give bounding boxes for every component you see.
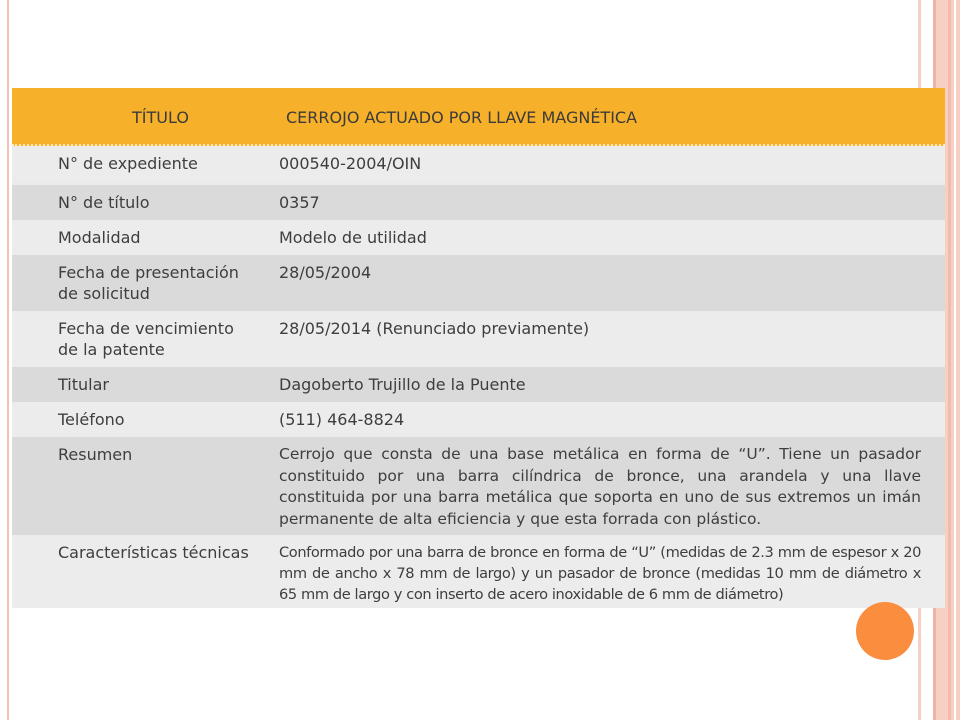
header-key: TÍTULO	[132, 108, 189, 127]
row-key: Fecha de presentación de solicitud	[58, 263, 239, 303]
row-value: 28/05/2014 (Renunciado previamente)	[279, 319, 590, 338]
row-value: Modelo de utilidad	[279, 228, 427, 247]
row-value: 000540-2004/OIN	[279, 154, 422, 173]
table-row-expediente	[12, 146, 945, 181]
frame-stripe	[948, 0, 951, 720]
table-row-presentacion	[12, 255, 945, 311]
row-value: (511) 464-8824	[279, 410, 405, 429]
table-row-modalidad	[12, 220, 945, 255]
row-key: Resumen	[58, 445, 133, 464]
row-key: N° de título	[58, 193, 150, 212]
row-value: Cerrojo que consta de una base metálica en forma de “U”. Tiene un pasador constituido por una barra cilíndrica de bronce, una arandela y una llave constituida por una barra metálica que soporta en uno de sus extremos un imán permanente de alta eficiencia y que esta forrada con plástico.	[279, 445, 921, 528]
row-key: N° de expediente	[58, 154, 198, 173]
row-key: Titular	[58, 375, 109, 394]
row-value: Dagoberto Trujillo de la Puente	[279, 375, 526, 394]
table-row-vencimiento	[12, 311, 945, 367]
table-row-titular	[12, 367, 945, 402]
patent-table	[12, 88, 945, 608]
decorative-circle	[856, 602, 914, 660]
table-row-resumen	[12, 437, 945, 535]
row-value: 28/05/2004	[279, 263, 372, 282]
row-value: 0357	[279, 193, 320, 212]
table-header	[12, 88, 945, 146]
row-key: Características técnicas	[58, 543, 249, 562]
table-row-telefono	[12, 402, 945, 437]
table-row-titulo	[12, 185, 945, 220]
row-key: Fecha de vencimiento de la patente	[58, 319, 234, 359]
row-key: Modalidad	[58, 228, 141, 247]
slide-frame-left	[7, 0, 9, 720]
frame-stripe	[954, 0, 956, 720]
row-value: Conformado por una barra de bronce en forma de “U” (medidas de 2.3 mm de espesor x 20 mm de ancho x 78 mm de largo) y un pasador de bronce (medidas 10 mm de diámetro x 65 mm de largo y con inserto de acero inoxidable de 6 mm de diámetro)	[279, 544, 921, 603]
row-key: Teléfono	[58, 410, 125, 429]
table-row-caracteristicas	[12, 535, 945, 608]
header-value: CERROJO ACTUADO POR LLAVE MAGNÉTICA	[286, 108, 638, 127]
